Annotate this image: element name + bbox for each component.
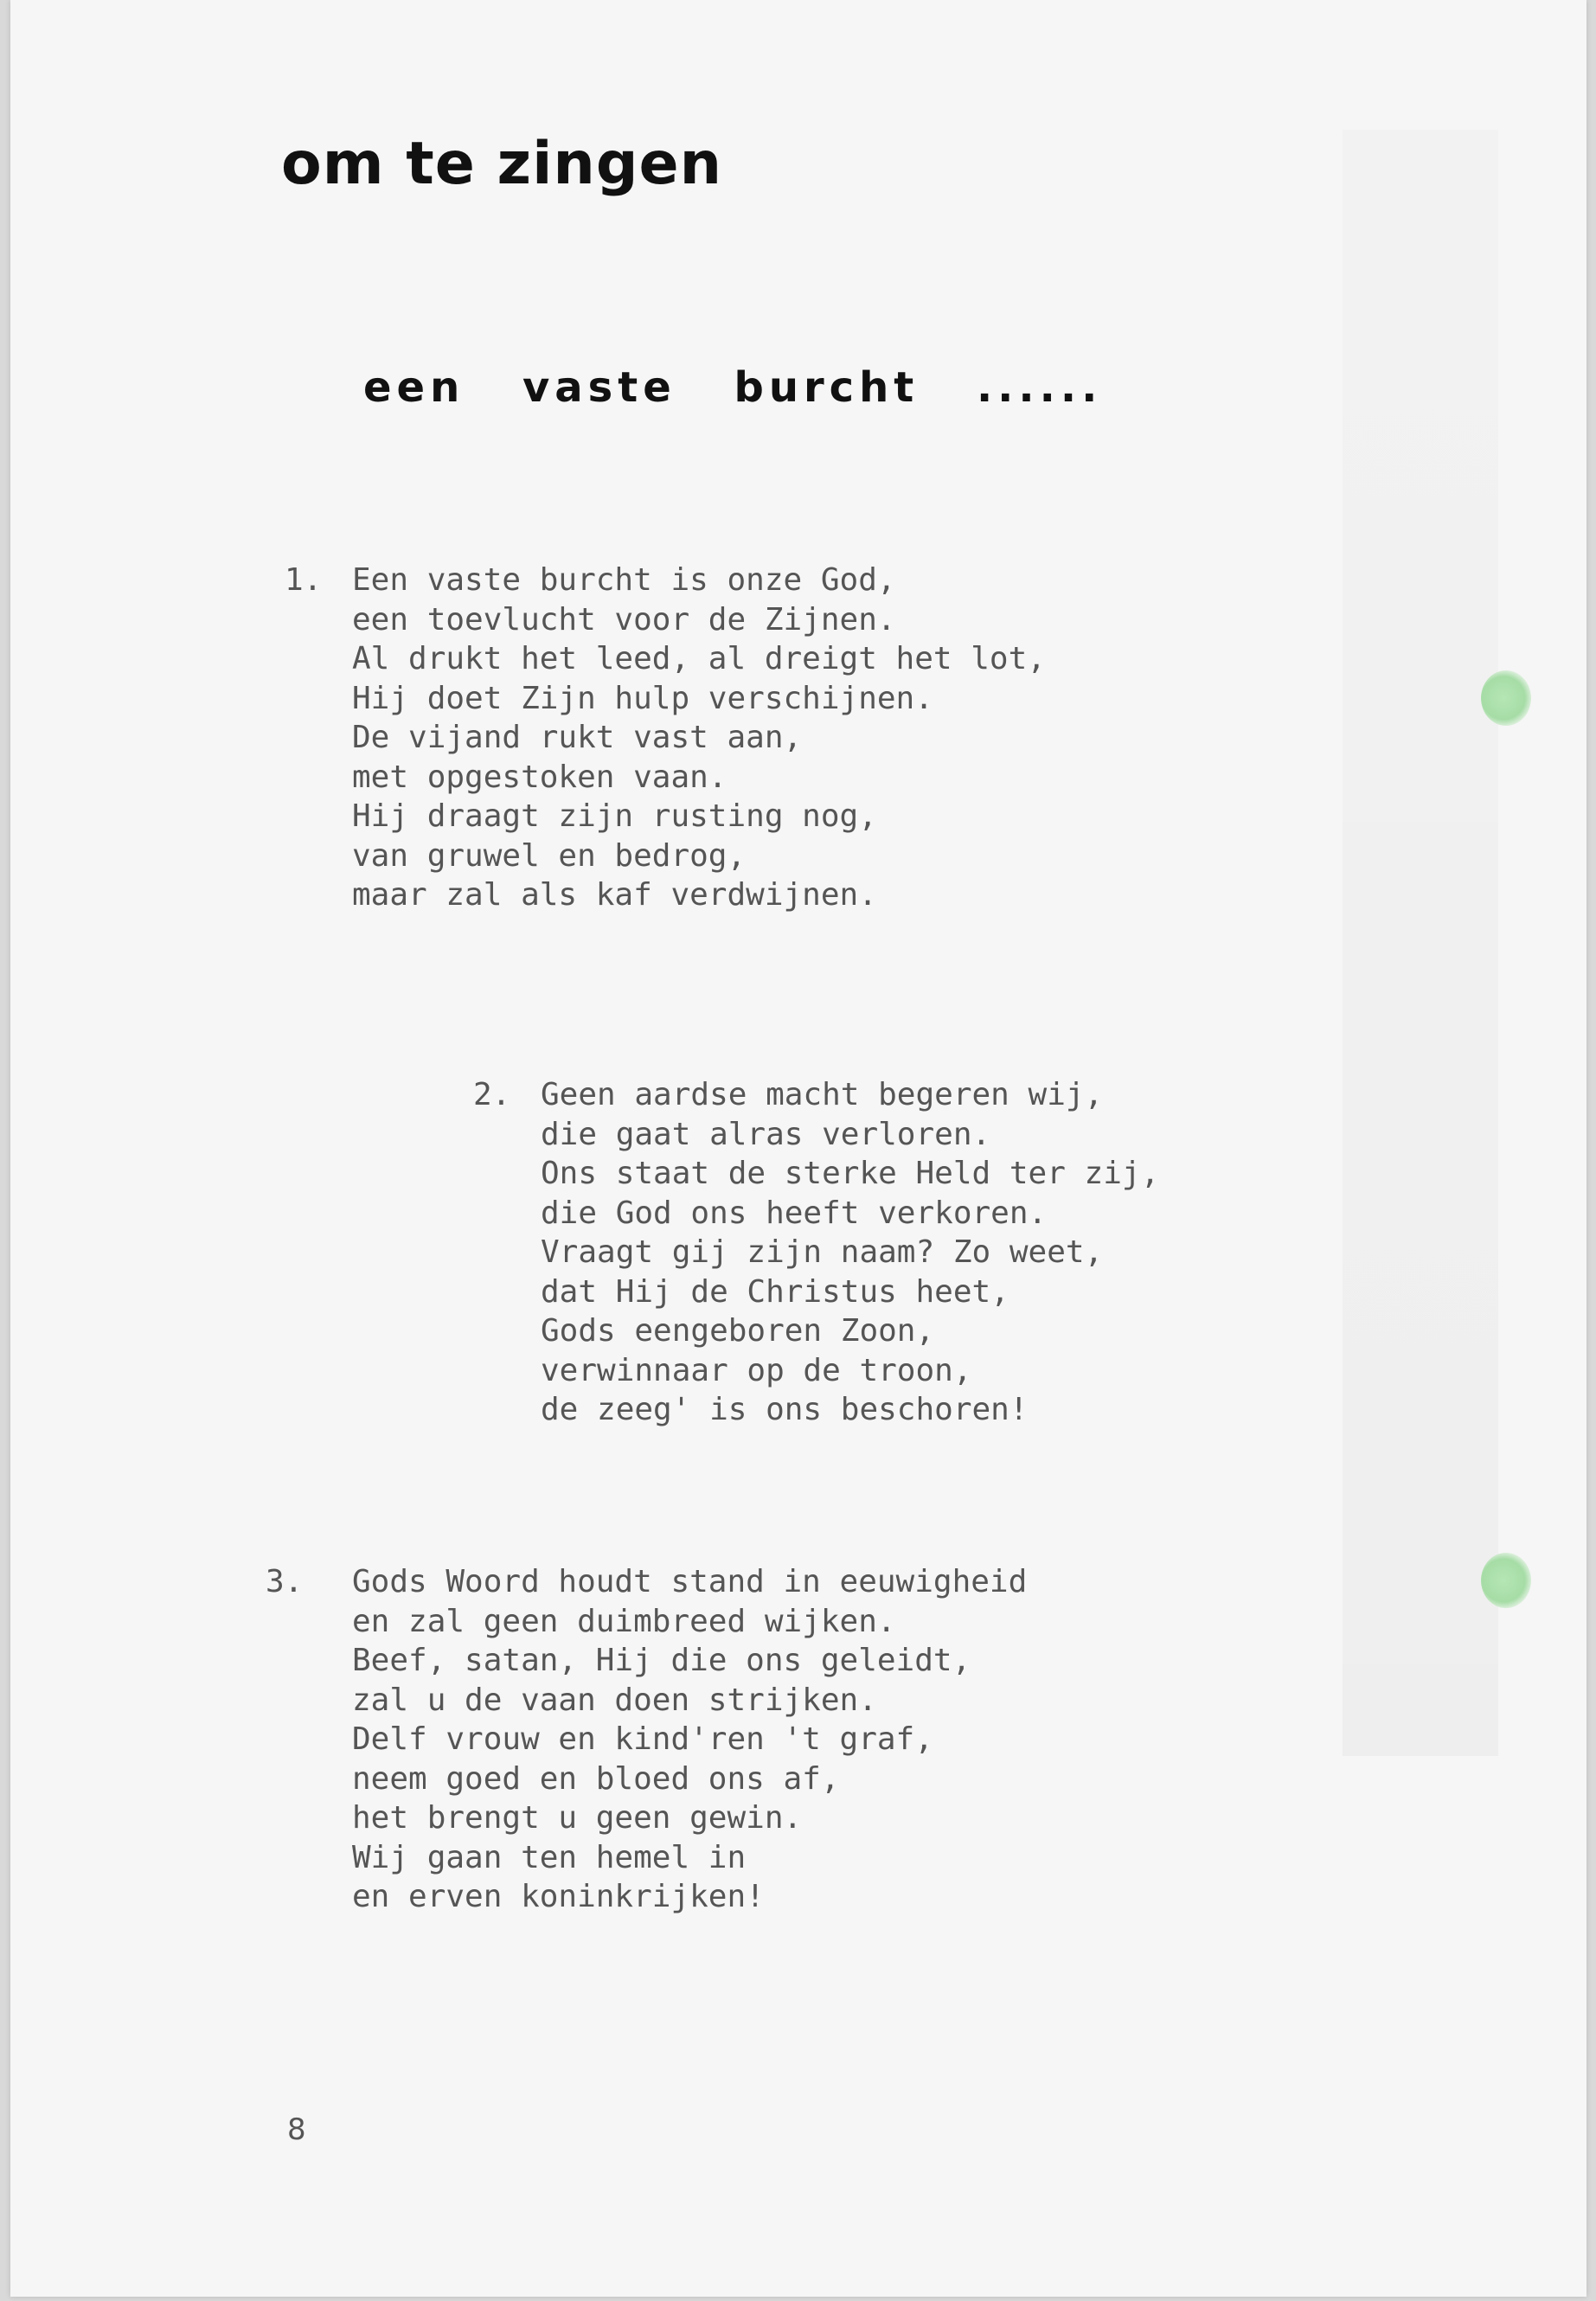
verse-line: die gaat alras verloren. (541, 1116, 991, 1152)
verse-line: Hij draagt zijn rusting nog, (352, 798, 877, 834)
verse-line: dat Hij de Christus heet, (541, 1273, 1010, 1310)
bleed-through-shadow (1343, 130, 1498, 1756)
binder-hole-top (1481, 670, 1531, 726)
verse-line: verwinnaar op de troon, (541, 1352, 972, 1388)
verse-line: van gruwel en bedrog, (352, 837, 747, 874)
verse-line: Ons staat de sterke Held ter zij, (541, 1156, 1160, 1191)
verse-line: neem goed en bloed ons af, (352, 1760, 840, 1797)
page-number: 8 (287, 2112, 306, 2147)
verse-line: zal u de vaan doen strijken. (352, 1682, 877, 1718)
verse-line: maar zal als kaf verdwijnen. (352, 877, 877, 913)
verse-line: Gods eengeboren Zoon, (541, 1313, 935, 1349)
verse-line: Beef, satan, Hij die ons geleidt, (352, 1643, 971, 1678)
section-title: om te zingen (281, 130, 723, 198)
verse-line: die God ons heeft verkoren. (541, 1195, 1048, 1231)
verse-line: de zeeg' is ons beschoren! (541, 1392, 1029, 1427)
verse-line: Wij gaan ten hemel in (352, 1839, 747, 1875)
verse-2 (473, 1075, 1160, 1430)
verse-number: 1. (285, 562, 323, 598)
verse-number: 3. (266, 1564, 304, 1599)
verse-line: Al drukt het leed, al dreigt het lot, (352, 641, 1046, 676)
verse-line: het brengt u geen gewin. (352, 1800, 803, 1836)
verse-line: en erven koninkrijken! (352, 1879, 765, 1914)
verse-line: Delf vrouw en kind'ren 't graf, (352, 1721, 933, 1757)
verse-line: De vijand rukt vast aan, (352, 720, 803, 755)
verse-1 (285, 561, 1046, 915)
verse-line: Geen aardse macht begeren wij, (541, 1077, 1104, 1112)
verse-number: 2. (473, 1077, 511, 1112)
verse-line: een toevlucht voor de Zijnen. (352, 601, 896, 638)
verse-line: Vraagt gij zijn naam? Zo weet, (541, 1234, 1104, 1270)
verse-line: en zal geen duimbreed wijken. (352, 1603, 896, 1639)
verse-line: Een vaste burcht is onze God, (352, 562, 896, 598)
binder-hole-bottom (1481, 1553, 1531, 1608)
verse-line: met opgestoken vaan. (352, 759, 727, 795)
song-title: een vaste burcht ...... (363, 363, 1103, 412)
verse-line: Gods Woord houdt stand in eeuwigheid (352, 1564, 1028, 1599)
verse-3 (266, 1562, 1028, 1917)
verse-line: Hij doet Zijn hulp verschijnen. (352, 680, 933, 716)
document-page (10, 0, 1586, 2297)
